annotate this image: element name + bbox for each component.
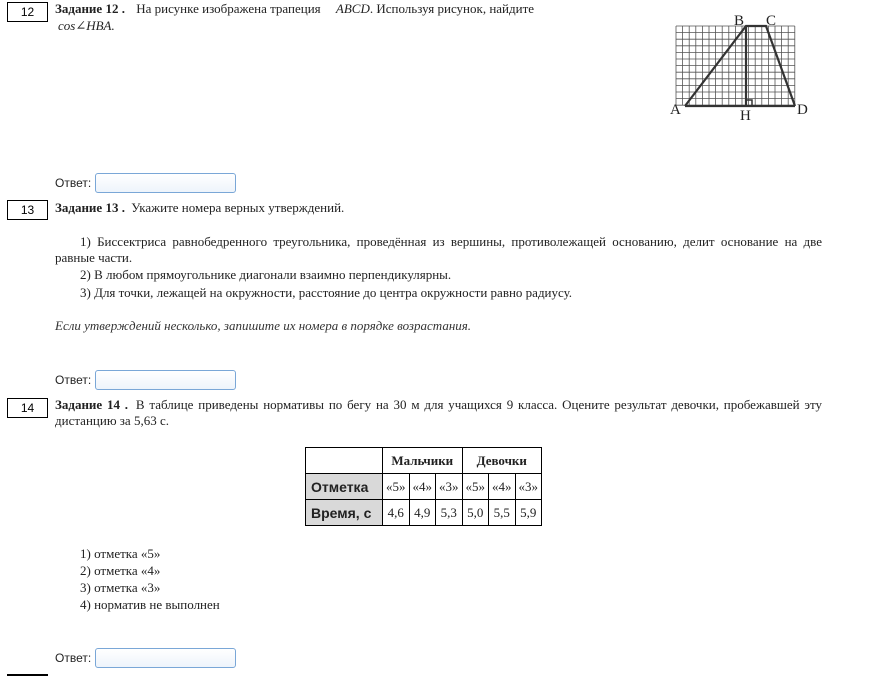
trapezoid-shape: [685, 26, 795, 106]
grade-cell: «4»: [489, 474, 516, 500]
option-1: 1) отметка «5»: [80, 546, 161, 561]
statement-3: 3) Для точки, лежащей на окружности, расстояние до центра окружности равно радиусу.: [80, 285, 573, 300]
answer-input[interactable]: [95, 173, 236, 193]
statement-1: 1) Биссектриса равнобедренного треугольника, проведённая из вершины, противолежащей основанию, делит основание на две равные части.: [55, 234, 822, 265]
trapezoid-figure: [666, 10, 826, 120]
task14-answer-row: [55, 648, 236, 668]
task12-text: На рисунке изображена трапеция: [136, 1, 321, 16]
label-h: H: [740, 108, 751, 120]
answer-label: Ответ:: [55, 176, 92, 190]
time-cell: 5,0: [462, 500, 489, 526]
answer-input[interactable]: [95, 648, 236, 668]
time-cell: 4,6: [383, 500, 410, 526]
answer-input[interactable]: [95, 370, 236, 390]
answer-label: Ответ:: [55, 373, 92, 387]
grade-cell: «5»: [462, 474, 489, 500]
task-number-12: 12: [7, 2, 48, 22]
time-cell: 5,3: [436, 500, 463, 526]
grade-cell: «3»: [436, 474, 463, 500]
task14-statement: [55, 397, 822, 429]
label-a: A: [670, 102, 681, 118]
column-group-boys: Мальчики: [383, 448, 463, 474]
task13-note: Если утверждений несколько, запишите их номера в порядке возрастания.: [55, 318, 472, 333]
task12-expression: cos∠HBA.: [58, 18, 115, 33]
task13-title: Задание 13 .: [55, 200, 125, 215]
grade-cell: «3»: [515, 474, 542, 500]
task14-title: Задание 14 .: [55, 397, 129, 412]
column-group-girls: Девочки: [462, 448, 542, 474]
time-cell: 5,9: [515, 500, 542, 526]
table-row: [306, 474, 542, 500]
label-d: D: [797, 102, 808, 118]
time-cell: 5,5: [489, 500, 516, 526]
table-row: [306, 500, 542, 526]
label-c: C: [766, 13, 777, 29]
task13-text: Укажите номера верных утверждений.: [131, 200, 345, 215]
label-b: B: [734, 13, 745, 29]
task12-answer-row: [55, 173, 236, 193]
row-header-time: Время, с: [306, 500, 383, 526]
table-corner-cell: [306, 448, 383, 474]
task12-title: Задание 12 .: [55, 1, 125, 16]
grade-cell: «5»: [383, 474, 410, 500]
task-number-14: 14: [7, 398, 48, 418]
task12-shape: ABCD: [335, 1, 370, 16]
task12-statement: [55, 1, 640, 17]
task13-statement: [55, 200, 344, 216]
grade-cell: «4»: [409, 474, 436, 500]
table-row: [306, 448, 542, 474]
answer-label: Ответ:: [55, 651, 92, 665]
statement-2: 2) В любом прямоугольнике диагонали взаимно перпендикулярны.: [80, 267, 452, 282]
norms-table: [305, 447, 542, 526]
option-2: 2) отметка «4»: [80, 563, 161, 578]
task12-text2: . Используя рисунок, найдите: [369, 1, 535, 16]
task-number-13: 13: [7, 200, 48, 220]
time-cell: 4,9: [409, 500, 436, 526]
task14-text: В таблице приведены нормативы по бегу на 30 м для учащихся 9 класса. Оцените результат девочки, пробежавшей эту дистанцию за 5,63 с.: [55, 397, 822, 428]
task13-answer-row: [55, 370, 236, 390]
option-3: 3) отметка «3»: [80, 580, 161, 595]
option-4: 4) норматив не выполнен: [80, 597, 220, 612]
row-header-grade: Отметка: [306, 474, 383, 500]
